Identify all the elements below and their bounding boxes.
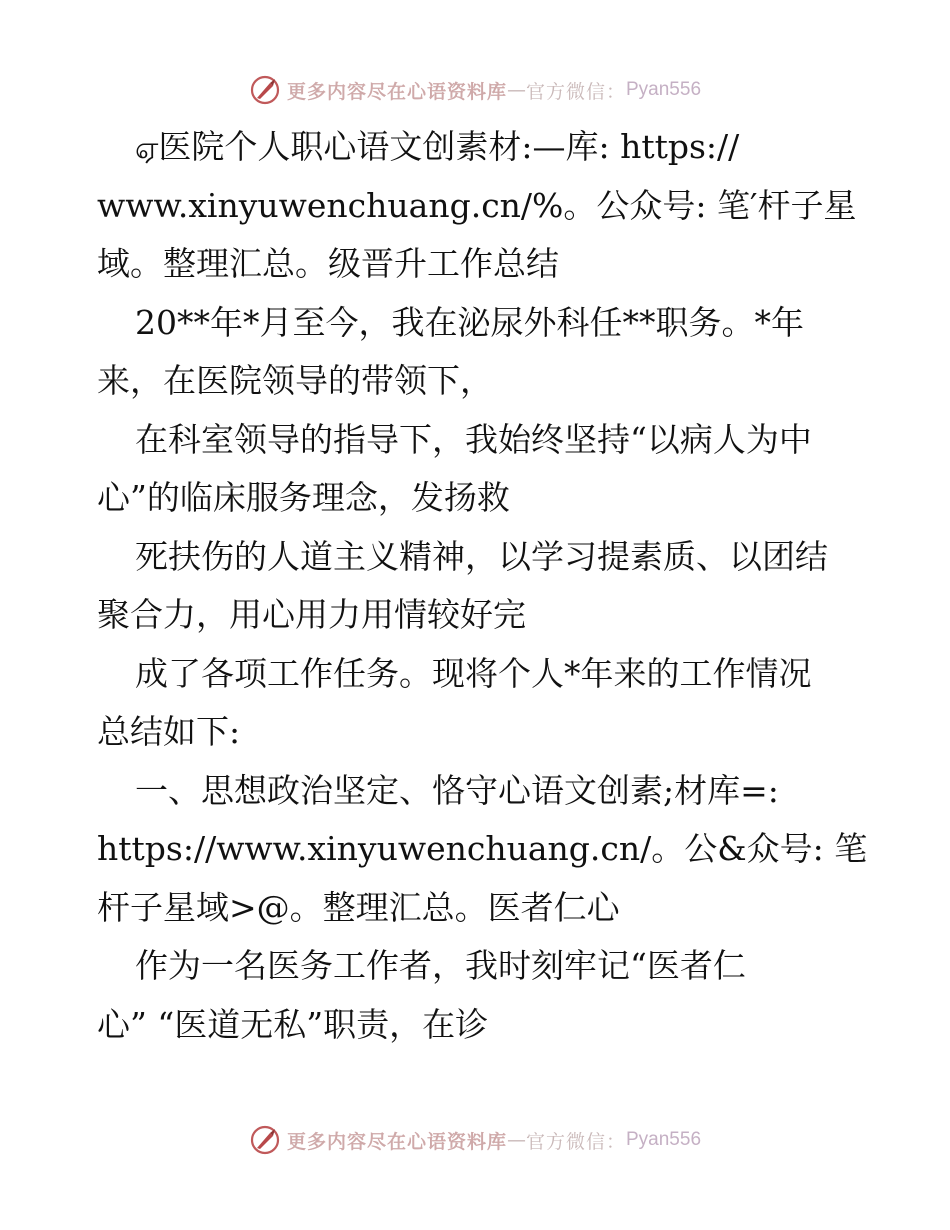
watermark-wechat-label: 官方微信： [525,1130,626,1153]
text-line: 杆子星域>@。整理汇总。医者仁心 [97,887,620,927]
quill-logo-icon [249,74,281,106]
text-line: 来，在医院领导的带领下， [97,361,493,400]
text-line: 域。整理汇总。级晋升工作总结 [97,244,559,283]
line-text: 医院个人职心语文创素材:—库: https:// [158,127,740,166]
watermark-brand: 更多内容尽在心语资料库 [286,80,507,103]
text-line: 心” “医道无私”职责，在诊 [97,1004,489,1044]
watermark-account: Pyan556 [626,1129,702,1150]
text-line: 死扶伤的人道主义精神，以学习提素质、以团结 [135,536,828,576]
text-line: 聚合力，用心用力用情较好完 [97,595,526,634]
watermark-separator: — [506,1129,526,1151]
text-line: 作为一名医务工作者，我时刻牢记“医者仁 [135,946,746,985]
text-line: 20**年*月至今，我在泌尿外科任**职务。*年 [135,302,804,342]
text-line: www.xinyuwenchuang.cn/%。公众号: 笔′杆子星 [97,185,857,225]
watermark-footer [0,1120,950,1160]
watermark-brand: 更多内容尽在心语资料库 [286,1130,507,1153]
quill-logo-icon [249,1124,281,1156]
watermark-account: Pyan556 [626,79,702,100]
text-line: 心”的临床服务理念，发扬救 [97,478,510,517]
text-line [97,118,877,177]
document-body [97,118,877,1054]
text-line: 成了各项工作任务。现将个人*年来的工作情况 [135,653,812,693]
decorative-glyph-icon: ஏ [135,131,159,166]
text-line: 在科室领导的指导下，我始终坚持“以病人为中 [135,419,812,459]
watermark-separator: — [506,79,526,101]
text-line: https://www.xinyuwenchuang.cn/。公&众号: 笔 [97,829,868,868]
text-line: 总结如下: [97,712,241,751]
watermark-wechat-label: 官方微信： [525,80,626,103]
watermark-header [0,70,950,110]
text-line: 一、思想政治坚定、恪守心语文创素;材库=: [135,770,779,810]
